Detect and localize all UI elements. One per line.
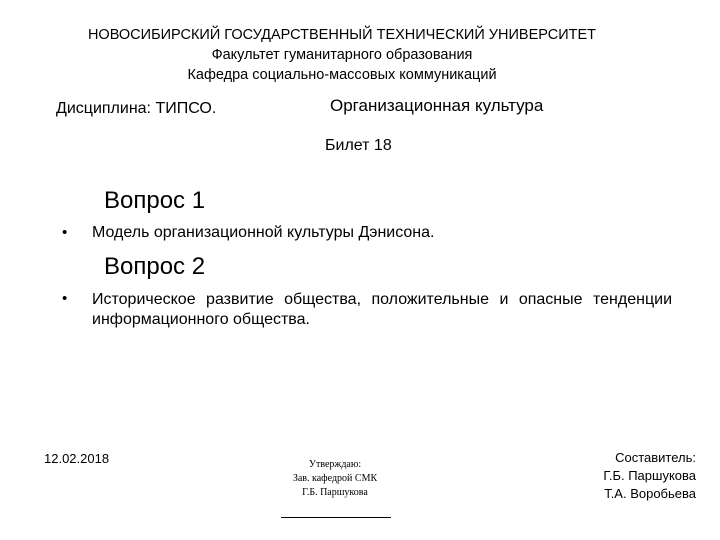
question-1-heading: Вопрос 1 <box>104 187 206 214</box>
compiler-label: Составитель: <box>615 450 696 465</box>
university-name: НОВОСИБИРСКИЙ ГОСУДАРСТВЕННЫЙ ТЕХНИЧЕСКИЙ УНИВЕРСИТЕТ <box>87 27 597 43</box>
discipline-label: Дисциплина: ТИПСО. <box>56 100 217 117</box>
compiler-name-2: Т.А. Воробьева <box>604 486 696 501</box>
question-2-text: Историческое развитие общества, положительные и опасные тенденции информационного общества. <box>92 291 672 328</box>
question-2-heading: Вопрос 2 <box>104 253 206 280</box>
faculty-name: Факультет гуманитарного образования <box>211 47 473 63</box>
ticket-number: Билет 18 <box>325 137 392 154</box>
approval-line-3: Г.Б. Паршукова <box>302 487 368 498</box>
date: 12.02.2018 <box>44 451 110 466</box>
signature-line <box>281 517 391 518</box>
question-2-bullet: • <box>62 290 68 307</box>
approval-line-2: Зав. кафедрой СМК <box>292 473 378 484</box>
discipline-name: Организационная культура <box>330 96 544 115</box>
compiler-name-1: Г.Б. Паршукова <box>603 468 696 483</box>
approval-line-1: Утверждаю: <box>308 459 362 470</box>
department-name: Кафедра социально-массовых коммуникаций <box>187 67 497 83</box>
question-1-text: Модель организационной культуры Дэнисона. <box>92 224 435 241</box>
question-1-bullet: • <box>62 224 68 241</box>
